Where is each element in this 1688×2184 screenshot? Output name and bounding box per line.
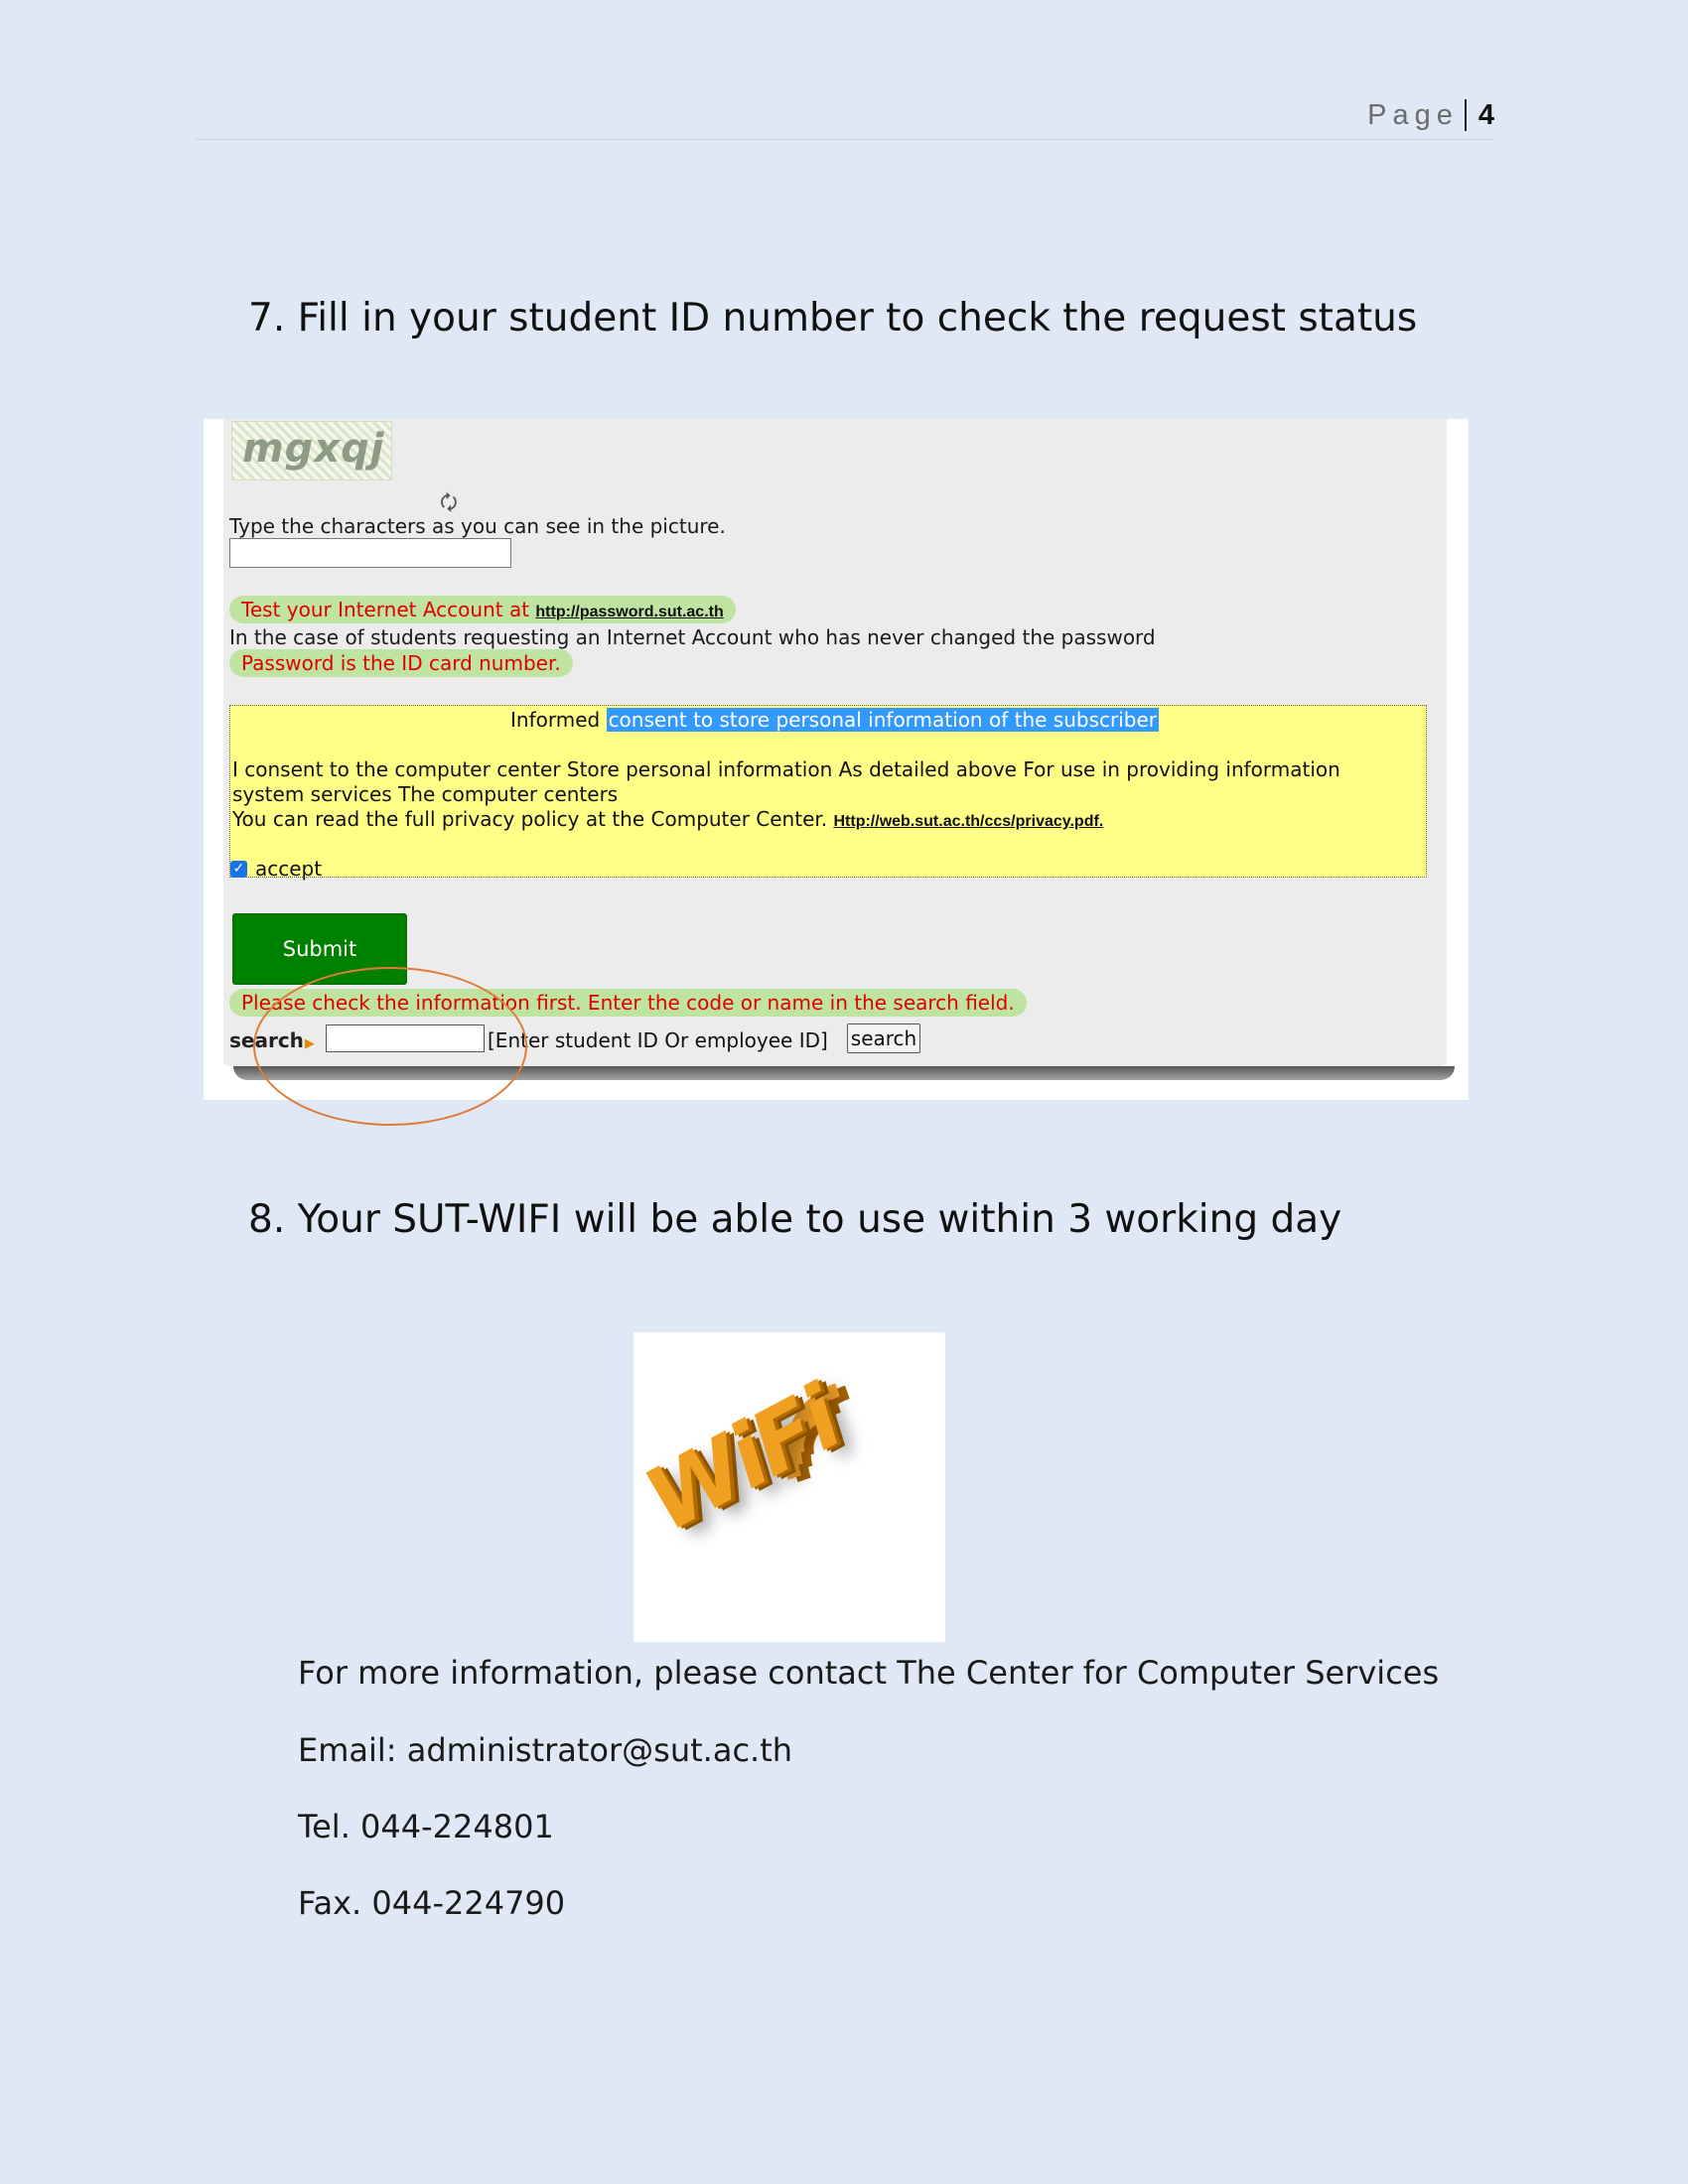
password-note: Password is the ID card number. <box>229 649 573 677</box>
captcha-input[interactable] <box>229 538 511 568</box>
consent-line-3 <box>232 807 1424 834</box>
search-button[interactable]: search <box>847 1024 920 1053</box>
password-site-link[interactable]: http://password.sut.ac.th <box>535 604 724 620</box>
search-label <box>229 1028 315 1052</box>
consent-title <box>510 708 1159 732</box>
consent-body <box>232 757 1424 834</box>
search-label-text: search <box>229 1028 304 1052</box>
consent-title-highlight: consent to store personal information of the subscriber <box>608 708 1157 732</box>
accept-label: accept <box>255 857 323 881</box>
accept-checkbox[interactable]: ✓ <box>230 861 247 878</box>
accept-row <box>230 857 322 881</box>
consent-line-2: system services The computer centers <box>232 782 619 806</box>
form-screenshot <box>204 419 1469 1100</box>
refresh-icon[interactable]: 🗘 <box>440 490 458 514</box>
step-7-heading: 7. Fill in your student ID number to check the request status <box>248 296 1418 341</box>
captcha-image <box>231 421 392 480</box>
check-info-note: Please check the information first. Enter the code or name in the search field. <box>229 989 1027 1017</box>
consent-box <box>229 705 1427 881</box>
panel-shadow <box>233 1066 1455 1080</box>
contact-tel: Tel. 044-224801 <box>298 1808 554 1845</box>
wifi-logo-image <box>629 1332 945 1642</box>
consent-title-prefix: Informed <box>510 708 607 732</box>
page-word: Page <box>1367 99 1459 131</box>
arrow-right-icon: ▶ <box>304 1036 315 1051</box>
form-panel <box>223 419 1447 1066</box>
privacy-policy-link[interactable]: Http://web.sut.ac.th/ccs/privacy.pdf. <box>833 813 1104 830</box>
submit-button[interactable]: Submit <box>232 913 407 985</box>
contact-intro: For more information, please contact The Center for Computer Services <box>298 1654 1440 1692</box>
captcha-text: mgxqj <box>242 426 385 472</box>
privacy-text: You can read the full privacy policy at the Computer Center. <box>232 807 834 831</box>
case-note: In the case of students requesting an Internet Account who has never changed the password <box>229 625 1156 649</box>
page-number-label <box>1367 99 1494 132</box>
test-account-text: Test your Internet Account at <box>241 598 536 621</box>
contact-fax: Fax. 044-224790 <box>298 1884 566 1922</box>
search-input[interactable] <box>326 1024 485 1052</box>
test-account-note <box>229 596 736 623</box>
captcha-instruction: Type the characters as you can see in the picture. <box>229 514 726 538</box>
page-number: 4 <box>1465 99 1494 131</box>
search-hint: [Enter student ID Or employee ID] <box>488 1028 828 1052</box>
wifi-word: WiFi <box>629 1367 854 1552</box>
contact-email: Email: administrator@sut.ac.th <box>298 1731 793 1769</box>
step-8-heading: 8. Your SUT-WIFI will be able to use within 3 working day <box>248 1197 1342 1242</box>
page-header <box>196 95 1494 140</box>
consent-line-1: I consent to the computer center Store personal information As detailed above For use in providing information <box>232 757 1340 781</box>
